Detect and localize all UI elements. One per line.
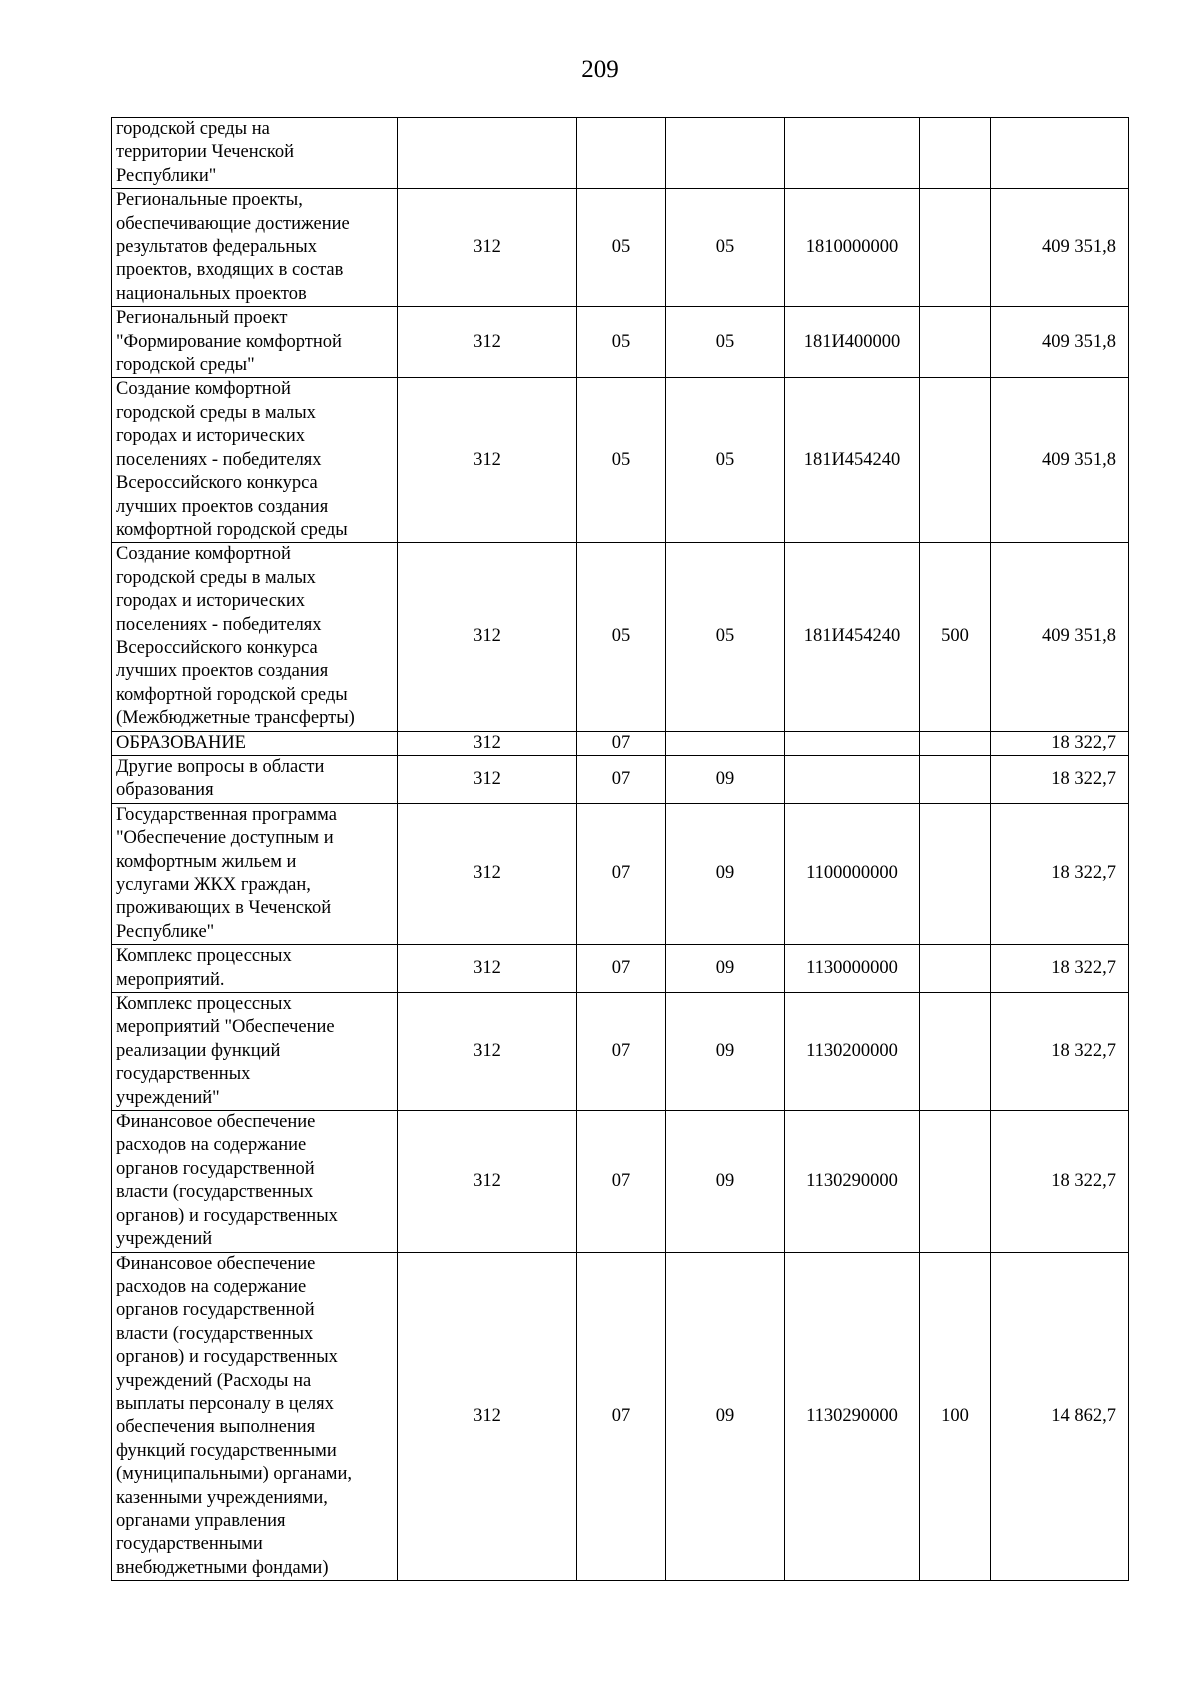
- table-row: [112, 1252, 1129, 1581]
- item-name-line: (муниципальными) органами,: [116, 1464, 353, 1485]
- table-row: [112, 378, 1129, 543]
- grbs-cell: 312: [398, 945, 577, 993]
- item-name-line: Региональный проект: [116, 308, 288, 329]
- item-name-line: Другие вопросы в области: [116, 756, 325, 777]
- item-name-cell: [112, 307, 398, 378]
- subsection-cell: 05: [666, 307, 785, 378]
- item-name-line: обеспечения выполнения: [116, 1417, 316, 1438]
- target-article-cell: [785, 118, 920, 189]
- expense-type-cell: 100: [920, 1252, 991, 1581]
- item-name-line: реализации функций: [116, 1040, 281, 1061]
- item-name-line: "Обеспечение доступным и: [116, 828, 334, 849]
- amount-cell: 18 322,7: [991, 993, 1129, 1111]
- item-name-line: результатов федеральных: [116, 237, 317, 258]
- item-name-line: городской среды в малых: [116, 567, 316, 588]
- item-name-line: (Межбюджетные трансферты): [116, 708, 355, 729]
- expense-type-cell: [920, 378, 991, 543]
- grbs-cell: 312: [398, 1252, 577, 1581]
- grbs-cell: 312: [398, 731, 577, 755]
- grbs-cell: 312: [398, 1111, 577, 1252]
- grbs-cell: 312: [398, 543, 577, 731]
- item-name-line: проживающих в Чеченской: [116, 898, 332, 919]
- item-name-line: городской среды на: [116, 119, 270, 139]
- section-cell: 07: [577, 993, 666, 1111]
- table-row: [112, 803, 1129, 944]
- target-article-cell: [785, 755, 920, 803]
- target-article-cell: 181И454240: [785, 378, 920, 543]
- budget-table: [111, 117, 1129, 1581]
- item-name-line: лучших проектов создания: [116, 496, 329, 517]
- amount-cell: 409 351,8: [991, 307, 1129, 378]
- table-row: [112, 118, 1129, 189]
- item-name-line: учреждений": [116, 1087, 220, 1108]
- item-name-line: территории Чеченской: [116, 142, 295, 163]
- item-name-cell: [112, 189, 398, 307]
- section-cell: 05: [577, 378, 666, 543]
- item-name-line: власти (государственных: [116, 1182, 314, 1203]
- section-cell: [577, 118, 666, 189]
- item-name-cell: [112, 803, 398, 944]
- grbs-cell: 312: [398, 189, 577, 307]
- item-name-line: Республики": [116, 165, 217, 186]
- item-name-line: казенными учреждениями,: [116, 1487, 328, 1508]
- item-name-line: выплаты персоналу в целях: [116, 1393, 334, 1414]
- target-article-cell: 1130290000: [785, 1111, 920, 1252]
- item-name-line: "Формирование комфортной: [116, 331, 342, 352]
- section-cell: 07: [577, 1111, 666, 1252]
- subsection-cell: 09: [666, 993, 785, 1111]
- subsection-cell: 09: [666, 803, 785, 944]
- target-article-cell: 1810000000: [785, 189, 920, 307]
- table-row: [112, 543, 1129, 731]
- item-name-line: государственными: [116, 1534, 263, 1555]
- section-cell: 07: [577, 803, 666, 944]
- item-name-line: городах и исторических: [116, 591, 306, 612]
- grbs-cell: 312: [398, 378, 577, 543]
- item-name-line: государственных: [116, 1064, 251, 1085]
- table-row: [112, 731, 1129, 755]
- expense-type-cell: [920, 307, 991, 378]
- item-name-line: органов) и государственных: [116, 1205, 338, 1226]
- item-name-cell: [112, 1252, 398, 1581]
- item-name-line: услугами ЖКХ граждан,: [116, 875, 311, 895]
- expense-type-cell: [920, 731, 991, 755]
- target-article-cell: 181И400000: [785, 307, 920, 378]
- section-cell: 07: [577, 1252, 666, 1581]
- item-name-cell: [112, 1111, 398, 1252]
- item-name-cell: [112, 993, 398, 1111]
- expense-type-cell: [920, 118, 991, 189]
- item-name-line: мероприятий "Обеспечение: [116, 1017, 335, 1038]
- amount-cell: 18 322,7: [991, 803, 1129, 944]
- item-name-line: расходов на содержание: [116, 1276, 307, 1297]
- subsection-cell: 09: [666, 1252, 785, 1581]
- amount-cell: 409 351,8: [991, 378, 1129, 543]
- table-row: [112, 945, 1129, 993]
- target-article-cell: 1130200000: [785, 993, 920, 1111]
- target-article-cell: 1100000000: [785, 803, 920, 944]
- item-name-line: Региональные проекты,: [116, 190, 303, 211]
- item-name-line: Государственная программа: [116, 804, 337, 825]
- item-name-line: Финансовое обеспечение: [116, 1253, 316, 1274]
- item-name-line: Республике": [116, 921, 215, 942]
- page-number: 209: [581, 56, 619, 83]
- item-name-line: Комплекс процессных: [116, 994, 292, 1015]
- section-cell: 05: [577, 307, 666, 378]
- amount-cell: 18 322,7: [991, 731, 1129, 755]
- item-name-line: органов государственной: [116, 1158, 315, 1179]
- subsection-cell: 09: [666, 755, 785, 803]
- item-name-line: мероприятий.: [116, 969, 225, 990]
- section-cell: 07: [577, 755, 666, 803]
- expense-type-cell: [920, 755, 991, 803]
- amount-cell: 409 351,8: [991, 189, 1129, 307]
- table-body: [112, 118, 1129, 1581]
- table-row: [112, 1111, 1129, 1252]
- target-article-cell: 1130290000: [785, 1252, 920, 1581]
- subsection-cell: 05: [666, 189, 785, 307]
- grbs-cell: 312: [398, 755, 577, 803]
- amount-cell: 18 322,7: [991, 945, 1129, 993]
- table-row: [112, 993, 1129, 1111]
- subsection-cell: 05: [666, 543, 785, 731]
- item-name-line: органов государственной: [116, 1300, 315, 1321]
- item-name-line: национальных проектов: [116, 283, 307, 304]
- subsection-cell: 09: [666, 945, 785, 993]
- grbs-cell: 312: [398, 307, 577, 378]
- subsection-cell: 05: [666, 378, 785, 543]
- section-cell: 05: [577, 189, 666, 307]
- item-name-line: учреждений (Расходы на: [116, 1370, 312, 1391]
- item-name-cell: [112, 731, 398, 755]
- expense-type-cell: 500: [920, 543, 991, 731]
- target-article-cell: 1130000000: [785, 945, 920, 993]
- item-name-line: обеспечивающие достижение: [116, 213, 350, 234]
- item-name-line: проектов, входящих в состав: [116, 260, 344, 281]
- section-cell: 07: [577, 945, 666, 993]
- target-article-cell: [785, 731, 920, 755]
- item-name-line: лучших проектов создания: [116, 661, 329, 682]
- expense-type-cell: [920, 1111, 991, 1252]
- section-cell: 07: [577, 731, 666, 755]
- item-name-cell: [112, 378, 398, 543]
- item-name-line: учреждений: [116, 1229, 213, 1250]
- amount-cell: 14 862,7: [991, 1252, 1129, 1581]
- item-name-line: образования: [116, 780, 214, 801]
- grbs-cell: 312: [398, 803, 577, 944]
- item-name-line: городской среды": [116, 355, 255, 376]
- item-name-line: комфортным жильем и: [116, 851, 297, 872]
- subsection-cell: [666, 118, 785, 189]
- item-name-line: органами управления: [116, 1510, 286, 1531]
- item-name-line: функций государственными: [116, 1440, 337, 1461]
- subsection-cell: [666, 731, 785, 755]
- item-name-line: внебюджетными фондами): [116, 1557, 329, 1578]
- section-cell: 05: [577, 543, 666, 731]
- expense-type-cell: [920, 189, 991, 307]
- item-name-cell: [112, 543, 398, 731]
- item-name-line: Создание комфортной: [116, 379, 291, 400]
- expense-type-cell: [920, 803, 991, 944]
- item-name-line: поселениях - победителях: [116, 614, 322, 635]
- amount-cell: [991, 118, 1129, 189]
- item-name-cell: [112, 945, 398, 993]
- item-name-line: Финансовое обеспечение: [116, 1112, 316, 1133]
- item-name-line: Комплекс процессных: [116, 946, 292, 967]
- item-name-line: Создание комфортной: [116, 544, 291, 565]
- amount-cell: 409 351,8: [991, 543, 1129, 731]
- item-name-line: комфортной городской среды: [116, 519, 348, 540]
- item-name-cell: [112, 755, 398, 803]
- item-name-line: власти (государственных: [116, 1323, 314, 1344]
- item-name-line: органов) и государственных: [116, 1347, 338, 1368]
- item-name-cell: [112, 118, 398, 189]
- item-name-line: комфортной городской среды: [116, 684, 348, 705]
- item-name-line: городской среды в малых: [116, 402, 316, 423]
- grbs-cell: 312: [398, 993, 577, 1111]
- target-article-cell: 181И454240: [785, 543, 920, 731]
- item-name-line: поселениях - победителях: [116, 449, 322, 470]
- table-row: [112, 755, 1129, 803]
- grbs-cell: [398, 118, 577, 189]
- table-row: [112, 189, 1129, 307]
- subsection-cell: 09: [666, 1111, 785, 1252]
- item-name-line: Всероссийского конкурса: [116, 637, 318, 658]
- item-name-line: Всероссийского конкурса: [116, 473, 318, 494]
- item-name-line: расходов на содержание: [116, 1135, 307, 1156]
- amount-cell: 18 322,7: [991, 755, 1129, 803]
- table-row: [112, 307, 1129, 378]
- expense-type-cell: [920, 945, 991, 993]
- item-name-line: ОБРАЗОВАНИЕ: [116, 732, 246, 753]
- expense-type-cell: [920, 993, 991, 1111]
- item-name-line: городах и исторических: [116, 426, 306, 447]
- amount-cell: 18 322,7: [991, 1111, 1129, 1252]
